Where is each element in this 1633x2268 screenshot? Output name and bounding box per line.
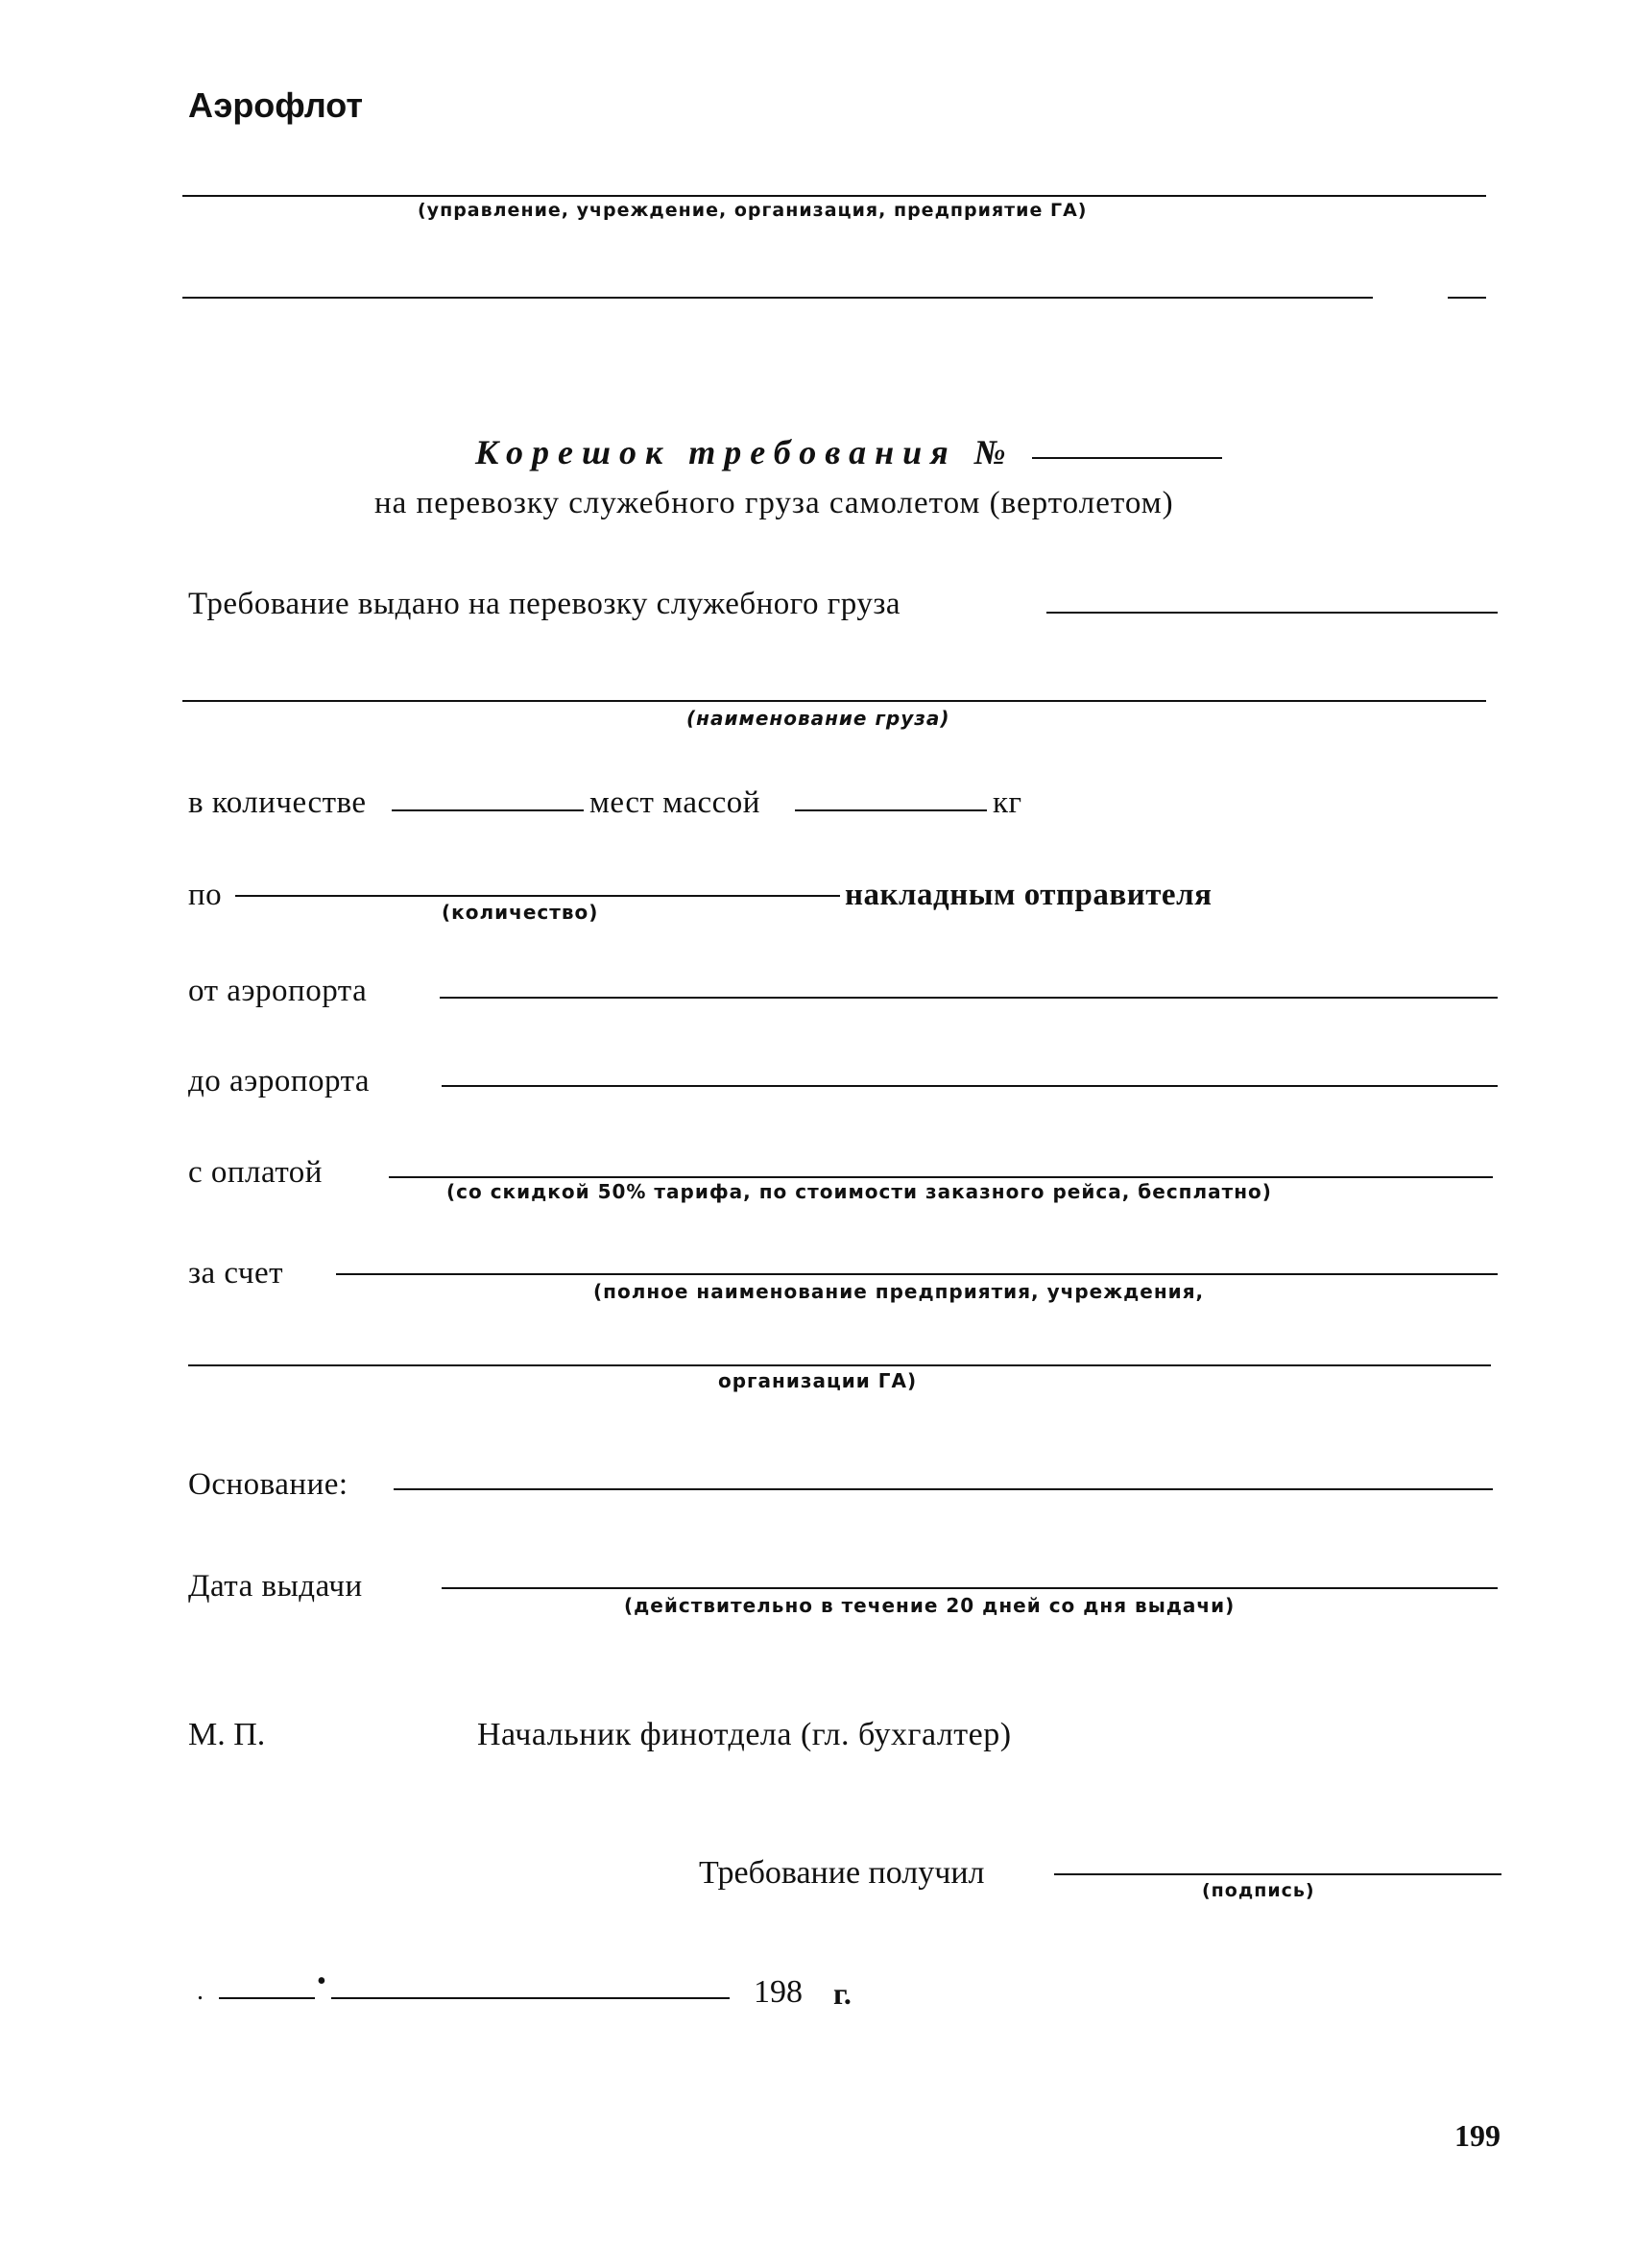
cargo-caption: (наименование груза) [686, 707, 950, 730]
account-caption-2: организации ГА) [718, 1369, 918, 1392]
issue-date-label: Дата выдачи [188, 1569, 363, 1604]
account-line[interactable] [336, 1273, 1498, 1275]
quantity-line[interactable] [392, 809, 584, 811]
month-line[interactable] [331, 1997, 730, 1999]
payment-caption: (со скидкой 50% тарифа, по стоимости заказного рейса, бесплатно) [446, 1180, 1272, 1203]
payment-label: с оплатой [188, 1155, 323, 1190]
date-dot: • [317, 1966, 326, 1996]
basis-line[interactable] [394, 1488, 1493, 1490]
waybills-count-line[interactable] [235, 895, 840, 897]
account-line-2[interactable] [188, 1364, 1491, 1366]
account-label: за счет [188, 1256, 284, 1291]
organization-line-2-end [1448, 297, 1486, 299]
issue-date-line[interactable] [442, 1587, 1498, 1589]
to-airport-line[interactable] [442, 1085, 1498, 1087]
from-airport-label: от аэропорта [188, 974, 368, 1008]
year-suffix: г. [833, 1976, 852, 2011]
organization-caption: (управление, учреждение, организация, предприятие ГА) [418, 200, 1088, 221]
document-subtitle: на перевозку служебного груза самолетом (вертолетом) [374, 486, 1174, 520]
waybills-count-caption: (количество) [442, 901, 599, 924]
basis-label: Основание: [188, 1467, 348, 1502]
mass-line[interactable] [795, 809, 987, 811]
year-prefix: 198 [754, 1974, 803, 2010]
day-line[interactable] [219, 1997, 315, 1999]
signature-line[interactable] [1054, 1873, 1501, 1875]
payment-line[interactable] [389, 1176, 1493, 1178]
from-airport-line[interactable] [440, 997, 1498, 999]
places-mass-label: мест массой [589, 785, 760, 820]
date-quote-mark: . [197, 1976, 204, 2006]
stamp-place: М. П. [188, 1717, 266, 1752]
waybills-label: накладным отправителя [845, 878, 1213, 912]
page-number: 199 [1454, 2118, 1501, 2153]
cargo-line[interactable] [1046, 612, 1498, 614]
organization-line[interactable] [182, 195, 1486, 197]
account-caption-1: (полное наименование предприятия, учреждения, [593, 1280, 1205, 1303]
quantity-label: в количестве [188, 785, 367, 820]
received-by-label: Требование получил [699, 1855, 985, 1891]
po-label: по [188, 878, 223, 912]
document-number-line[interactable] [1032, 457, 1222, 459]
to-airport-label: до аэропорта [188, 1064, 371, 1098]
issue-date-caption: (действительно в течение 20 дней со дня выдачи) [624, 1594, 1236, 1617]
cargo-line-2[interactable] [182, 700, 1486, 702]
cargo-label: Требование выдано на перевозку служебного груза [188, 587, 901, 621]
signature-caption: (подпись) [1202, 1880, 1315, 1901]
kg-label: кг [993, 785, 1022, 820]
chief-accountant-label: Начальник финотдела (гл. бухгалтер) [477, 1717, 1012, 1752]
organization-line-2[interactable] [182, 297, 1373, 299]
organization-name: Аэрофлот [188, 85, 364, 125]
document-title: Корешок требования № [475, 433, 1015, 471]
